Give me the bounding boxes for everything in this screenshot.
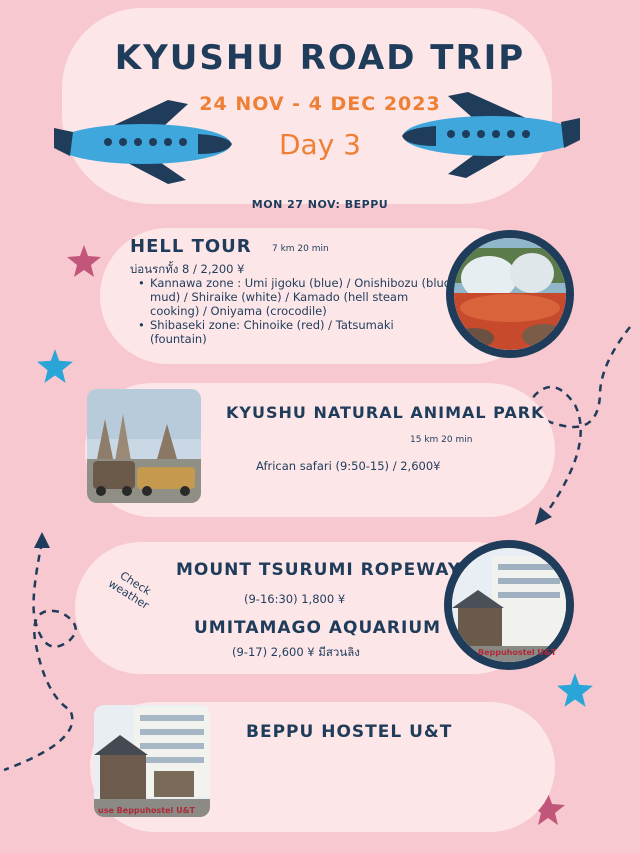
section-detail: African safari (9:50-15) / 2,600¥ [256,459,441,473]
day-subtitle: MON 27 NOV: BEPPU [251,198,389,211]
dashed-path-left [0,530,90,775]
animal-park-photo [87,389,201,503]
photo-caption: Beppuhostel U&T [478,648,557,657]
section-title: KYUSHU NATURAL ANIMAL PARK [226,403,545,422]
star-blue-icon [36,348,74,384]
check-weather-note: Check weather [105,569,154,612]
section-body [130,262,452,346]
distance-label: 15 km 20 min [410,435,473,445]
section-title: HELL TOUR [130,236,252,257]
section-detail-2: (9-17) 2,600 ¥ มีสวนลิง [232,645,360,659]
page-title: KYUSHU ROAD TRIP [114,38,526,78]
day-label: Day 3 [278,128,361,161]
hell-tour-photo [446,230,574,358]
section-title: MOUNT TSURUMI ROPEWAY [176,560,462,580]
section-intro: บ่อนรกทั้ง 8 / 2,200 ¥ [130,262,245,276]
section-detail: (9-16:30) 1,800 ¥ [244,592,346,606]
star-pink-icon [66,244,102,278]
trip-dates: 24 NOV - 4 DEC 2023 [199,93,441,115]
distance-label: 7 km 20 min [272,244,329,254]
star-blue-icon [556,672,594,708]
list-item: • Kannawa zone : Umi jigoku (blue) / Onishibozu (blud mud) / Shiraike (white) / Kamado (hell steam cooking) / Oniyama (crocodile) [136,276,452,318]
airplane-left-icon [48,98,238,186]
section-title-2: UMITAMAGO AQUARIUM [194,618,442,638]
hostel-photo [94,705,210,817]
list-item: • Shibaseki zone: Chinoike (red) / Tatsumaki (fountain) [136,318,452,346]
photo-caption: use Beppuhostel U&T [98,806,195,815]
section-title: BEPPU HOSTEL U&T [246,722,453,742]
airplane-right-icon [396,88,586,180]
